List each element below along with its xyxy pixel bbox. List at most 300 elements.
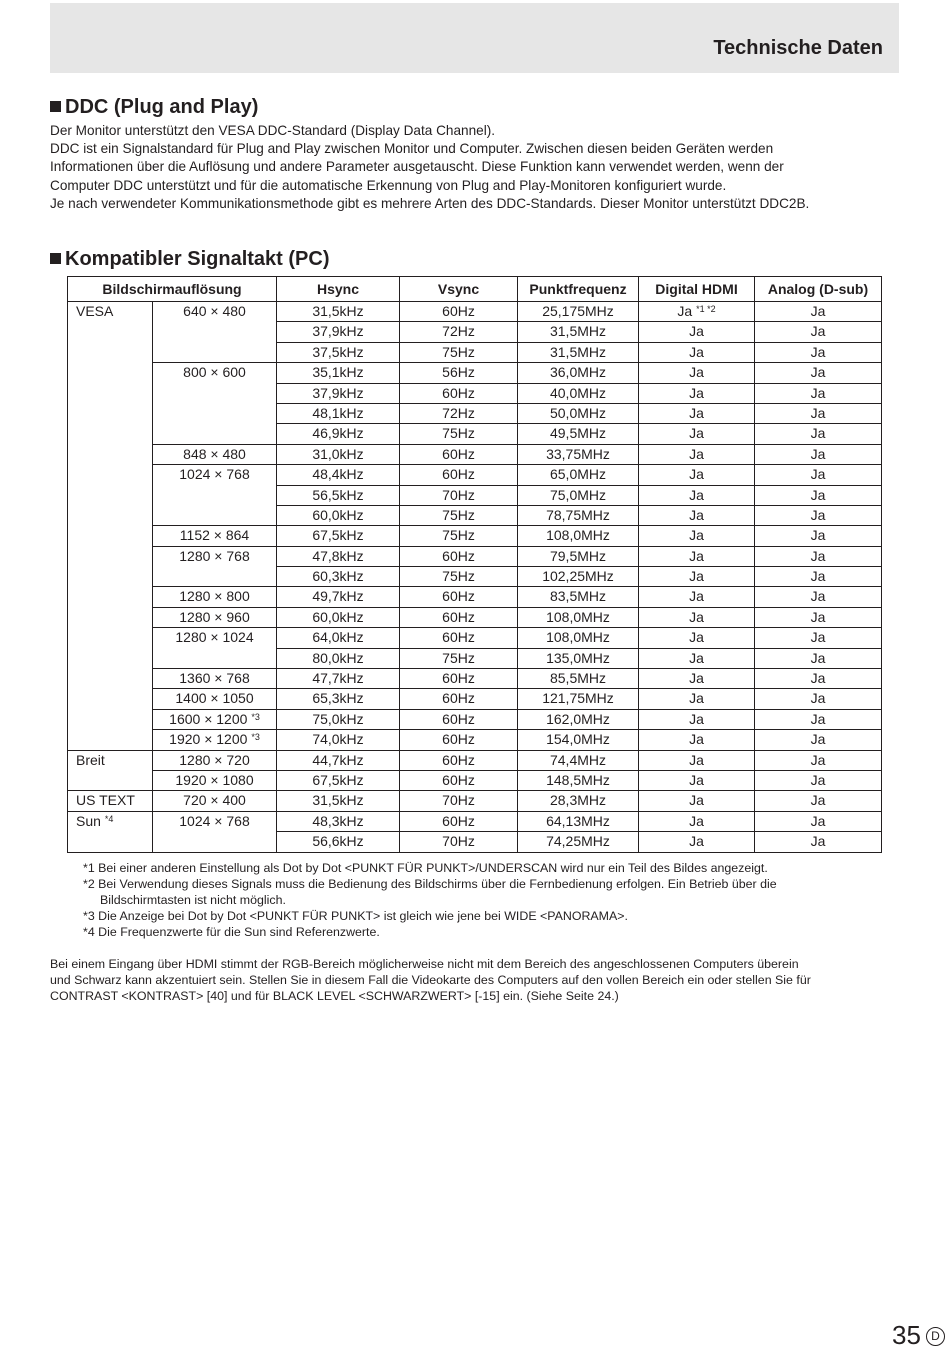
- hsync-cell-text: 31,5kHz: [312, 303, 364, 319]
- hdmi-cell-text: Ja: [689, 812, 704, 829]
- vsync-cell-text: 60Hz: [442, 690, 475, 707]
- table-row: [68, 811, 882, 831]
- resolution-cell-text: 1920 × 1200: [169, 731, 248, 748]
- resolution-cell: [153, 444, 277, 464]
- dotclock-cell-text: 154,0MHz: [546, 731, 610, 748]
- hdmi-cell: [639, 811, 755, 831]
- hdmi-cell-text: Ja: [689, 771, 704, 788]
- hsync-cell-text: 67,5kHz: [312, 771, 364, 788]
- vsync-cell-text: 75Hz: [442, 527, 475, 544]
- dsub-cell-text: Ja: [810, 649, 826, 666]
- resolution-cell-text: 848 × 480: [183, 445, 246, 462]
- hdmi-note-line: Bei einem Eingang über HDMI stimmt der RGB-Bereich möglicherweise nicht mit dem Bereich des angeschlossenen Computers überein: [50, 957, 799, 971]
- dotclock-cell-text: 148,5MHz: [546, 771, 610, 788]
- dotclock-cell: [518, 750, 639, 770]
- ddc-paragraph: [50, 122, 900, 213]
- hdmi-cell: [639, 403, 755, 423]
- hdmi-cell-text: Ja: [689, 690, 704, 707]
- page-title: Technische Daten: [713, 37, 883, 59]
- ddc-line: DDC ist ein Signalstandard für Plug and Play zwischen Monitor und Computer. Zwischen diesen beiden Geräten werden: [50, 141, 774, 157]
- table-header-row: [68, 277, 882, 302]
- hsync-cell-text: 31,5kHz: [312, 792, 364, 809]
- resolution-cell-text: 1280 × 800: [179, 588, 250, 605]
- resolution-cell: [153, 546, 277, 587]
- hdmi-cell: [639, 363, 755, 383]
- hdmi-cell-text: Ja: [689, 404, 704, 421]
- hsync-cell: [277, 750, 400, 770]
- dotclock-cell: [518, 648, 639, 668]
- vsync-cell-text: 60Hz: [442, 670, 475, 687]
- table-row: [68, 444, 882, 464]
- signal-heading-text: Kompatibler Signaltakt (PC): [65, 248, 330, 270]
- footnote-4: *4 Die Frequenzwerte für die Sun sind Referenzwerte.: [83, 925, 380, 939]
- dsub-cell-text: Ja: [810, 364, 826, 381]
- resolution-cell-text: 1920 × 1080: [175, 771, 254, 788]
- dotclock-cell: [518, 587, 639, 607]
- dsub-cell: [755, 485, 882, 505]
- vsync-cell: [400, 648, 518, 668]
- vsync-cell: [400, 607, 518, 627]
- dsub-cell-text: Ja: [810, 771, 826, 788]
- vsync-cell: [400, 505, 518, 525]
- hdmi-cell: [639, 770, 755, 790]
- hsync-cell-text: 49,7kHz: [312, 588, 364, 605]
- vsync-cell-text: 70Hz: [442, 486, 475, 503]
- dsub-cell-text: Ja: [810, 466, 826, 483]
- hdmi-cell-text: Ja: [689, 323, 704, 340]
- dsub-cell: [755, 791, 882, 811]
- dsub-cell-text: Ja: [810, 568, 826, 585]
- resolution-cell: [153, 526, 277, 546]
- dsub-cell: [755, 669, 882, 689]
- dotclock-cell: [518, 526, 639, 546]
- dsub-cell-text: Ja: [810, 792, 826, 809]
- resolution-cell: [153, 363, 277, 445]
- dotclock-cell: [518, 505, 639, 525]
- vsync-cell: [400, 811, 518, 831]
- signal-group-text: Breit: [76, 751, 105, 768]
- dsub-cell-text: Ja: [810, 404, 826, 421]
- dsub-cell: [755, 770, 882, 790]
- resolution-cell: [153, 628, 277, 669]
- hdmi-cell-text: Ja: [689, 547, 704, 564]
- hdmi-cell-text: Ja: [689, 833, 704, 850]
- vsync-cell-text: 60Hz: [442, 445, 475, 462]
- dotclock-cell: [518, 811, 639, 831]
- hsync-cell-text: 47,7kHz: [312, 670, 364, 687]
- resolution-cell: [153, 587, 277, 607]
- footnotes: [83, 860, 777, 940]
- table-row: [68, 465, 882, 485]
- resolution-cell-text: 1152 × 864: [179, 527, 250, 544]
- hdmi-cell-text: Ja: [689, 568, 704, 585]
- hsync-cell-text: 56,6kHz: [312, 833, 364, 850]
- dsub-cell-text: Ja: [810, 690, 826, 707]
- dotclock-cell: [518, 342, 639, 362]
- table-row: [68, 526, 882, 546]
- dsub-cell: [755, 546, 882, 566]
- signal-heading: [50, 248, 329, 271]
- dotclock-cell-text: 74,25MHz: [546, 833, 610, 850]
- hsync-cell: [277, 302, 400, 322]
- hdmi-cell: [639, 383, 755, 403]
- dsub-cell: [755, 689, 882, 709]
- hdmi-cell: [639, 444, 755, 464]
- hsync-cell-text: 48,3kHz: [312, 812, 364, 829]
- dsub-cell: [755, 363, 882, 383]
- dsub-cell-text: Ja: [810, 731, 826, 748]
- dotclock-cell-text: 121,75MHz: [542, 690, 614, 707]
- dsub-cell-text: Ja: [810, 710, 826, 727]
- hdmi-cell: [639, 424, 755, 444]
- vsync-cell: [400, 791, 518, 811]
- hdmi-cell: [639, 709, 755, 729]
- vsync-cell: [400, 302, 518, 322]
- dotclock-cell: [518, 383, 639, 403]
- hsync-cell-text: 67,5kHz: [312, 527, 364, 544]
- hsync-cell-text: 74,0kHz: [312, 731, 364, 748]
- dotclock-cell-text: 108,0MHz: [546, 608, 610, 625]
- dotclock-cell: [518, 465, 639, 485]
- vsync-cell-text: 72Hz: [442, 404, 475, 421]
- dotclock-cell-text: 83,5MHz: [549, 588, 607, 605]
- dotclock-cell-text: 31,5MHz: [549, 343, 607, 360]
- dotclock-cell: [518, 628, 639, 648]
- hdmi-note-line: und Schwarz kann akzentuiert sein. Stellen Sie in diesem Fall die Videokarte des Computers auf den vollen Bereich ein oder stellen Sie für: [50, 973, 811, 987]
- dotclock-cell: [518, 832, 639, 852]
- hdmi-cell: [639, 607, 755, 627]
- hsync-cell-text: 60,0kHz: [312, 608, 364, 625]
- dsub-cell: [755, 811, 882, 831]
- dsub-cell: [755, 709, 882, 729]
- hdmi-cell-text: Ja: [689, 710, 704, 727]
- hsync-cell: [277, 403, 400, 423]
- hdmi-cell-text: Ja: [689, 751, 704, 768]
- dotclock-cell-text: 135,0MHz: [546, 649, 610, 666]
- vsync-cell-text: 60Hz: [442, 547, 475, 564]
- hsync-cell-text: 75,0kHz: [312, 710, 364, 727]
- dsub-cell: [755, 505, 882, 525]
- table-row: [68, 750, 882, 770]
- resolution-cell-text: 1360 × 768: [179, 670, 250, 687]
- hdmi-cell: [639, 567, 755, 587]
- hsync-cell-text: 35,1kHz: [312, 364, 364, 381]
- vsync-cell-text: 60Hz: [442, 588, 475, 605]
- hdmi-cell-text: Ja: [689, 731, 704, 748]
- resolution-cell: [153, 302, 277, 363]
- hdmi-cell: [639, 322, 755, 342]
- hdmi-cell-text: Ja: [689, 629, 704, 646]
- hdmi-cell: [639, 505, 755, 525]
- vsync-cell: [400, 770, 518, 790]
- hsync-cell: [277, 669, 400, 689]
- dsub-cell-text: Ja: [810, 833, 826, 850]
- vsync-cell-text: 60Hz: [442, 751, 475, 768]
- dsub-cell-text: Ja: [810, 608, 826, 625]
- dotclock-cell: [518, 322, 639, 342]
- dsub-cell: [755, 526, 882, 546]
- dsub-cell-text: Ja: [810, 384, 826, 401]
- vsync-cell-text: 70Hz: [442, 792, 475, 809]
- resolution-cell: [153, 791, 277, 811]
- hsync-cell: [277, 628, 400, 648]
- hdmi-cell: [639, 669, 755, 689]
- hdmi-cell: [639, 628, 755, 648]
- footnote-2-cont: Bildschirmtasten ist nicht möglich.: [100, 893, 286, 907]
- vsync-cell: [400, 485, 518, 505]
- signal-group-text: Sun: [76, 812, 101, 829]
- resolution-cell: [153, 607, 277, 627]
- dotclock-cell-text: 28,3MHz: [549, 792, 607, 809]
- header-bar: [50, 3, 899, 73]
- vsync-cell-text: 60Hz: [442, 710, 475, 727]
- resolution-cell-text: 1280 × 1024: [175, 629, 254, 646]
- vsync-cell: [400, 546, 518, 566]
- vsync-cell: [400, 403, 518, 423]
- hsync-cell: [277, 791, 400, 811]
- hsync-cell: [277, 444, 400, 464]
- hsync-cell-text: 37,9kHz: [312, 384, 364, 401]
- vsync-cell-text: 56Hz: [442, 364, 475, 381]
- dsub-cell-text: Ja: [810, 323, 826, 340]
- dsub-cell-text: Ja: [810, 751, 826, 768]
- resolution-cell: [153, 811, 277, 852]
- dsub-cell: [755, 730, 882, 750]
- hsync-cell-text: 46,9kHz: [312, 425, 364, 442]
- hdmi-cell-text: Ja: [689, 608, 704, 625]
- dsub-cell: [755, 383, 882, 403]
- hdmi-cell-text: Ja: [689, 425, 704, 442]
- hsync-cell: [277, 811, 400, 831]
- vsync-cell: [400, 322, 518, 342]
- vsync-cell-text: 75Hz: [442, 649, 475, 666]
- dotclock-cell-text: 75,0MHz: [549, 486, 607, 503]
- hdmi-cell: [639, 689, 755, 709]
- footnote-marker: *3: [251, 732, 260, 743]
- hsync-cell: [277, 546, 400, 566]
- signal-group: [68, 750, 153, 791]
- hsync-cell-text: 60,0kHz: [312, 506, 364, 523]
- footnote-2: *2 Bei Verwendung dieses Signals muss die Bedienung des Bildschirms über die Fernbedienung erfolgen. Ein Betrieb über die: [83, 877, 777, 891]
- dotclock-cell: [518, 689, 639, 709]
- table-row: [68, 607, 882, 627]
- resolution-cell: [153, 770, 277, 790]
- dotclock-cell-text: 79,5MHz: [549, 547, 607, 564]
- hsync-cell: [277, 526, 400, 546]
- hsync-cell-text: 47,8kHz: [312, 547, 364, 564]
- hdmi-cell-text: Ja: [689, 649, 704, 666]
- table-row: [68, 363, 882, 383]
- hsync-cell: [277, 730, 400, 750]
- hsync-cell: [277, 709, 400, 729]
- hsync-cell-text: 60,3kHz: [312, 568, 364, 585]
- dotclock-cell-text: 65,0MHz: [549, 466, 607, 483]
- dotclock-cell-text: 162,0MHz: [546, 710, 610, 727]
- dotclock-cell: [518, 363, 639, 383]
- hdmi-cell: [639, 302, 755, 322]
- hsync-cell: [277, 363, 400, 383]
- table-row: [68, 770, 882, 790]
- vsync-cell-text: 60Hz: [442, 731, 475, 748]
- hdmi-cell-text: Ja: [689, 527, 704, 544]
- resolution-cell-text: 1280 × 960: [179, 608, 250, 625]
- ddc-line: Computer DDC unterstützt und für die automatische Erkennung von Plug and Play-Monitoren konfiguriert wurde.: [50, 177, 727, 193]
- dotclock-cell-text: 78,75MHz: [546, 506, 610, 523]
- vsync-cell-text: 75Hz: [442, 506, 475, 523]
- hdmi-note-line: CONTRAST <KONTRAST> [40] und für BLACK LEVEL <SCHWARZWERT> [-15] ein. (Siehe Seite 24.): [50, 989, 619, 1003]
- resolution-cell-text: 1024 × 768: [179, 812, 250, 829]
- vsync-cell: [400, 363, 518, 383]
- vsync-cell-text: 60Hz: [442, 629, 475, 646]
- dotclock-cell-text: 40,0MHz: [549, 384, 607, 401]
- col-header-dotclock: Punktfrequenz: [518, 277, 639, 302]
- resolution-cell: [153, 730, 277, 750]
- table-row: [68, 546, 882, 566]
- dsub-cell-text: Ja: [810, 303, 826, 319]
- dotclock-cell-text: 64,13MHz: [546, 812, 610, 829]
- hdmi-cell: [639, 526, 755, 546]
- dsub-cell: [755, 832, 882, 852]
- hdmi-cell-text: Ja: [689, 792, 704, 809]
- hsync-cell-text: 37,9kHz: [312, 323, 364, 340]
- square-bullet-icon: [50, 101, 61, 112]
- dotclock-cell: [518, 567, 639, 587]
- dsub-cell-text: Ja: [810, 629, 826, 646]
- ddc-line: Der Monitor unterstützt den VESA DDC-Standard (Display Data Channel).: [50, 123, 496, 138]
- resolution-cell-text: 1280 × 768: [179, 547, 250, 564]
- dsub-cell: [755, 403, 882, 423]
- vsync-cell-text: 60Hz: [442, 466, 475, 483]
- col-header-resolution: Bildschirmauflösung: [68, 277, 277, 302]
- resolution-cell: [153, 689, 277, 709]
- hdmi-cell: [639, 485, 755, 505]
- vsync-cell: [400, 526, 518, 546]
- hdmi-cell: [639, 587, 755, 607]
- dsub-cell: [755, 750, 882, 770]
- hsync-cell: [277, 648, 400, 668]
- vsync-cell: [400, 444, 518, 464]
- dotclock-cell: [518, 730, 639, 750]
- dsub-cell-text: Ja: [810, 343, 826, 360]
- ddc-line: Je nach verwendeter Kommunikationsmethode gibt es mehrere Arten des DDC-Standards. Dieser Monitor unterstützt DDC2B.: [50, 195, 810, 211]
- dotclock-cell-text: 74,4MHz: [549, 751, 607, 768]
- vsync-cell: [400, 628, 518, 648]
- resolution-cell-text: 1024 × 768: [179, 466, 250, 483]
- hsync-cell-text: 44,7kHz: [312, 751, 364, 768]
- footnote-3: *3 Die Anzeige bei Dot by Dot <PUNKT FÜR PUNKT> ist gleich wie jene bei WIDE <PANORAMA>.: [83, 909, 628, 923]
- square-bullet-icon: [50, 253, 61, 264]
- resolution-cell-text: 720 × 400: [183, 792, 246, 809]
- col-header-dsub: Analog (D-sub): [755, 277, 882, 302]
- ddc-line: Informationen über die Auflösung und andere Parameter ausgetauscht. Diese Funktion kann verwendet werden, wenn der: [50, 159, 784, 175]
- hdmi-cell-text: Ja: [689, 588, 704, 605]
- vsync-cell-text: 60Hz: [442, 303, 475, 319]
- vsync-cell: [400, 383, 518, 403]
- dsub-cell: [755, 648, 882, 668]
- hdmi-cell: [639, 546, 755, 566]
- hsync-cell: [277, 770, 400, 790]
- vsync-cell-text: 60Hz: [442, 384, 475, 401]
- hdmi-cell-text: Ja: [677, 303, 693, 319]
- dotclock-cell-text: 108,0MHz: [546, 527, 610, 544]
- resolution-cell-text: 1400 × 1050: [175, 690, 254, 707]
- dsub-cell: [755, 322, 882, 342]
- hdmi-cell-text: Ja: [689, 670, 704, 687]
- hsync-cell: [277, 383, 400, 403]
- table-row: [68, 689, 882, 709]
- table-row: [68, 628, 882, 648]
- signal-group-text: VESA: [76, 303, 114, 319]
- dotclock-cell: [518, 302, 639, 322]
- dsub-cell: [755, 465, 882, 485]
- dsub-cell: [755, 302, 882, 322]
- dotclock-cell-text: 49,5MHz: [549, 425, 607, 442]
- vsync-cell-text: 75Hz: [442, 568, 475, 585]
- page-number: 35: [892, 1320, 921, 1350]
- hdmi-cell-text: Ja: [689, 506, 704, 523]
- hsync-cell-text: 56,5kHz: [312, 486, 364, 503]
- hdmi-note: [50, 956, 811, 1004]
- resolution-cell: [153, 750, 277, 770]
- vsync-cell-text: 75Hz: [442, 343, 475, 360]
- dsub-cell-text: Ja: [810, 812, 826, 829]
- dsub-cell-text: Ja: [810, 588, 826, 605]
- hsync-cell-text: 48,4kHz: [312, 466, 364, 483]
- dsub-cell-text: Ja: [810, 486, 826, 503]
- footnote-marker: *3: [251, 711, 260, 722]
- col-header-vsync: Vsync: [400, 277, 518, 302]
- signal-group: [68, 302, 153, 751]
- hsync-cell-text: 37,5kHz: [312, 343, 364, 360]
- dotclock-cell-text: 36,0MHz: [549, 364, 607, 381]
- hsync-cell-text: 31,0kHz: [312, 445, 364, 462]
- hsync-cell: [277, 505, 400, 525]
- hdmi-cell-text: Ja: [689, 384, 704, 401]
- table-row: [68, 302, 882, 322]
- language-badge: D: [926, 1327, 945, 1346]
- footnote-marker: *1 *2: [696, 304, 716, 314]
- vsync-cell: [400, 342, 518, 362]
- hsync-cell-text: 65,3kHz: [312, 690, 364, 707]
- footnote-1: *1 Bei einer anderen Einstellung als Dot by Dot <PUNKT FÜR PUNKT>/UNDERSCAN wird nur ein Teil des Bildes angezeigt.: [83, 861, 768, 875]
- signal-group-text: US TEXT: [76, 792, 135, 809]
- vsync-cell: [400, 587, 518, 607]
- hsync-cell-text: 64,0kHz: [312, 629, 364, 646]
- hdmi-cell: [639, 342, 755, 362]
- dsub-cell-text: Ja: [810, 445, 826, 462]
- signal-group: [68, 791, 153, 811]
- col-header-hdmi: Digital HDMI: [639, 277, 755, 302]
- dotclock-cell-text: 33,75MHz: [546, 445, 610, 462]
- vsync-cell: [400, 750, 518, 770]
- dotclock-cell-text: 85,5MHz: [549, 670, 607, 687]
- signal-group: [68, 811, 153, 852]
- resolution-cell: [153, 709, 277, 729]
- vsync-cell: [400, 669, 518, 689]
- dsub-cell: [755, 567, 882, 587]
- table-row: [68, 709, 882, 729]
- table-row: [68, 730, 882, 750]
- footnote-marker: *4: [104, 813, 114, 824]
- vsync-cell: [400, 465, 518, 485]
- vsync-cell-text: 72Hz: [442, 323, 475, 340]
- vsync-cell: [400, 709, 518, 729]
- vsync-cell: [400, 424, 518, 444]
- dotclock-cell: [518, 770, 639, 790]
- hdmi-cell: [639, 465, 755, 485]
- hsync-cell-text: 80,0kHz: [312, 649, 364, 666]
- dotclock-cell-text: 31,5MHz: [549, 323, 607, 340]
